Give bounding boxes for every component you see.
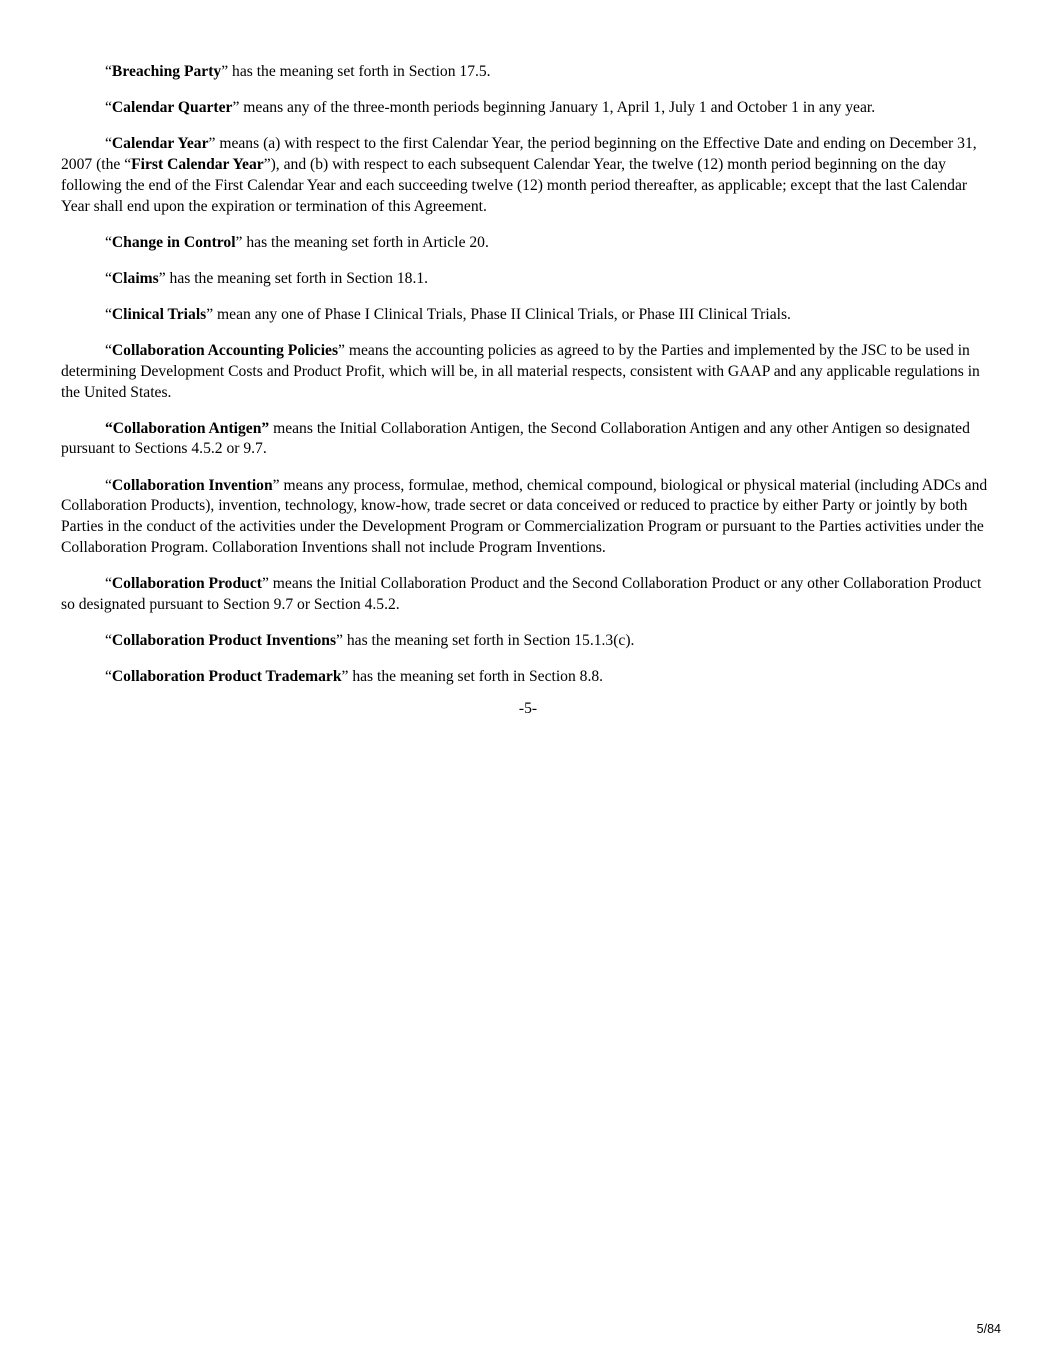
defined-term: Collaboration Antigen” bbox=[112, 419, 270, 437]
defined-term: Change in Control bbox=[111, 233, 236, 251]
definition-change-in-control: “Change in Control” has the meaning set forth in Article 20. bbox=[105, 233, 489, 251]
defined-term: Collaboration Invention bbox=[111, 476, 273, 494]
definition-claims: “Claims” has the meaning set forth in Section 18.1. bbox=[105, 269, 429, 287]
definition-text: ” means any of the three-month periods beginning January 1, April 1, July 1 and October 1 in any year. bbox=[232, 99, 876, 117]
definition-clinical-trials: “Clinical Trials” mean any one of Phase I Clinical Trials, Phase II Clinical Trials, or Phase III Clinical Trials. bbox=[105, 305, 791, 323]
defined-term: Clinical Trials bbox=[111, 305, 207, 323]
defined-term: Collaboration Accounting Policies bbox=[111, 341, 339, 359]
defined-term: Breaching Party bbox=[111, 63, 222, 80]
defined-term: Collaboration Product bbox=[111, 575, 262, 593]
definition-collaboration-accounting-policies: “Collaboration Accounting Policies” means the accounting policies as agreed to by the Parties and implemented by the JSC to be used in determining Development Costs and Product Profit, which will be, in all material respects, consistent with GAAP and any applicable regulations in the United States. bbox=[61, 341, 980, 401]
definition-collaboration-product-trademark: “Collaboration Product Trademark” has the meaning set forth in Section 8.8. bbox=[105, 668, 604, 685]
defined-term: Claims bbox=[111, 269, 159, 287]
page-number: -5- bbox=[518, 700, 538, 718]
defined-term: Collaboration Product Inventions bbox=[111, 631, 337, 649]
definition-text: ” means the Initial Collaboration Product and the Second Collaboration Product or any other Collaboration Product so designated pursuant to Section 9.7 or Section 4.5.2. bbox=[61, 575, 982, 613]
definition-text: ”), and (b) with respect to each subsequent Calendar Year, the twelve (12) month period beginning on the day following the end of the First Calendar Year and each succeeding twelve (12) month period thereafter, as applicable; except that the last Calendar Year shall end upon the expiration or termination of this Agreement. bbox=[61, 155, 968, 215]
definition-text: ” means (a) with respect to the first Calendar Year, the period beginning on the Effective Date and ending on December 31, 2007 (the “ bbox=[61, 135, 977, 173]
defined-term: Calendar Quarter bbox=[111, 99, 233, 117]
definition-text: ” mean any one of Phase I Clinical Trials, Phase II Clinical Trials, or Phase III Clinical Trials. bbox=[206, 305, 791, 323]
definition-collaboration-product-inventions: “Collaboration Product Inventions” has the meaning set forth in Section 15.1.3(c). bbox=[105, 631, 635, 649]
sheet-count: 5/84 bbox=[976, 1322, 1001, 1336]
definition-collaboration-invention: “Collaboration Invention” means any process, formulae, method, chemical compound, biological or physical material (including ADCs and Collaboration Products), invention, technology, know-how, trade secret or data conceived or reduced to practice by either Party or jointly by both Parties in the conduct of the activities under the Development Program or Commercialization Program or pursuant to the Parties activities under the Collaboration Program. Collaboration Inventions shall not include Program Inventions. bbox=[61, 476, 988, 556]
document-page bbox=[61, 62, 995, 719]
defined-term: Collaboration Product Trademark bbox=[111, 668, 342, 685]
definition-calendar-quarter: “Calendar Quarter” means any of the three-month periods beginning January 1, April 1, July 1 and October 1 in any year. bbox=[105, 99, 876, 117]
definition-text: ” means any process, formulae, method, chemical compound, biological or physical material (including ADCs and Collaboration Products), invention, technology, know-how, trade secret or data conceived or reduced to practice by either Party or jointly by both Parties in the conduct of the activities under the Development Program or Commercialization Program or pursuant to the Parties activities under the Collaboration Program. Collaboration Inventions shall not include Program Inventions. bbox=[61, 476, 988, 556]
definition-text: ” has the meaning set forth in Article 20. bbox=[235, 233, 489, 251]
definition-calendar-year: “Calendar Year” means (a) with respect to the first Calendar Year, the period beginning on the Effective Date and ending on December 31, 2007 (the “First Calendar Year”), and (b) with respect to each subsequent Calendar Year, the twelve (12) month period beginning on the day following the end of the First Calendar Year and each succeeding twelve (12) month period thereafter, as applicable; except that the last Calendar Year shall end upon the expiration or termination of this Agreement. bbox=[61, 135, 977, 215]
definition-collaboration-antigen: “Collaboration Antigen” means the Initial Collaboration Antigen, the Second Collaboration Antigen and any other Antigen so designated pursuant to Sections 4.5.2 or 9.7. bbox=[61, 419, 970, 458]
definition-text: ” has the meaning set forth in Section 17.5. bbox=[221, 63, 491, 80]
defined-term: Calendar Year bbox=[111, 135, 209, 153]
definition-text: ” has the meaning set forth in Section 18.1. bbox=[158, 269, 429, 287]
definition-text: means the Initial Collaboration Antigen, the Second Collaboration Antigen and any other Antigen so designated pursuant to Sections 4.5.2 or 9.7. bbox=[61, 419, 970, 458]
definition-text: ” has the meaning set forth in Section 15.1.3(c). bbox=[336, 631, 635, 649]
definition-breaching-party: “Breaching Party” has the meaning set forth in Section 17.5. bbox=[105, 63, 491, 80]
defined-term: First Calendar Year bbox=[131, 155, 264, 173]
definition-text: ” has the meaning set forth in Section 8.8. bbox=[341, 668, 604, 685]
definition-text: ” means the accounting policies as agreed to by the Parties and implemented by the JSC to be used in determining Development Costs and Product Profit, which will be, in all material respects, consistent with GAAP and any applicable regulations in the United States. bbox=[61, 341, 980, 401]
definition-collaboration-product: “Collaboration Product” means the Initial Collaboration Product and the Second Collaboration Product or any other Collaboration Product so designated pursuant to Section 9.7 or Section 4.5.2. bbox=[61, 575, 982, 613]
